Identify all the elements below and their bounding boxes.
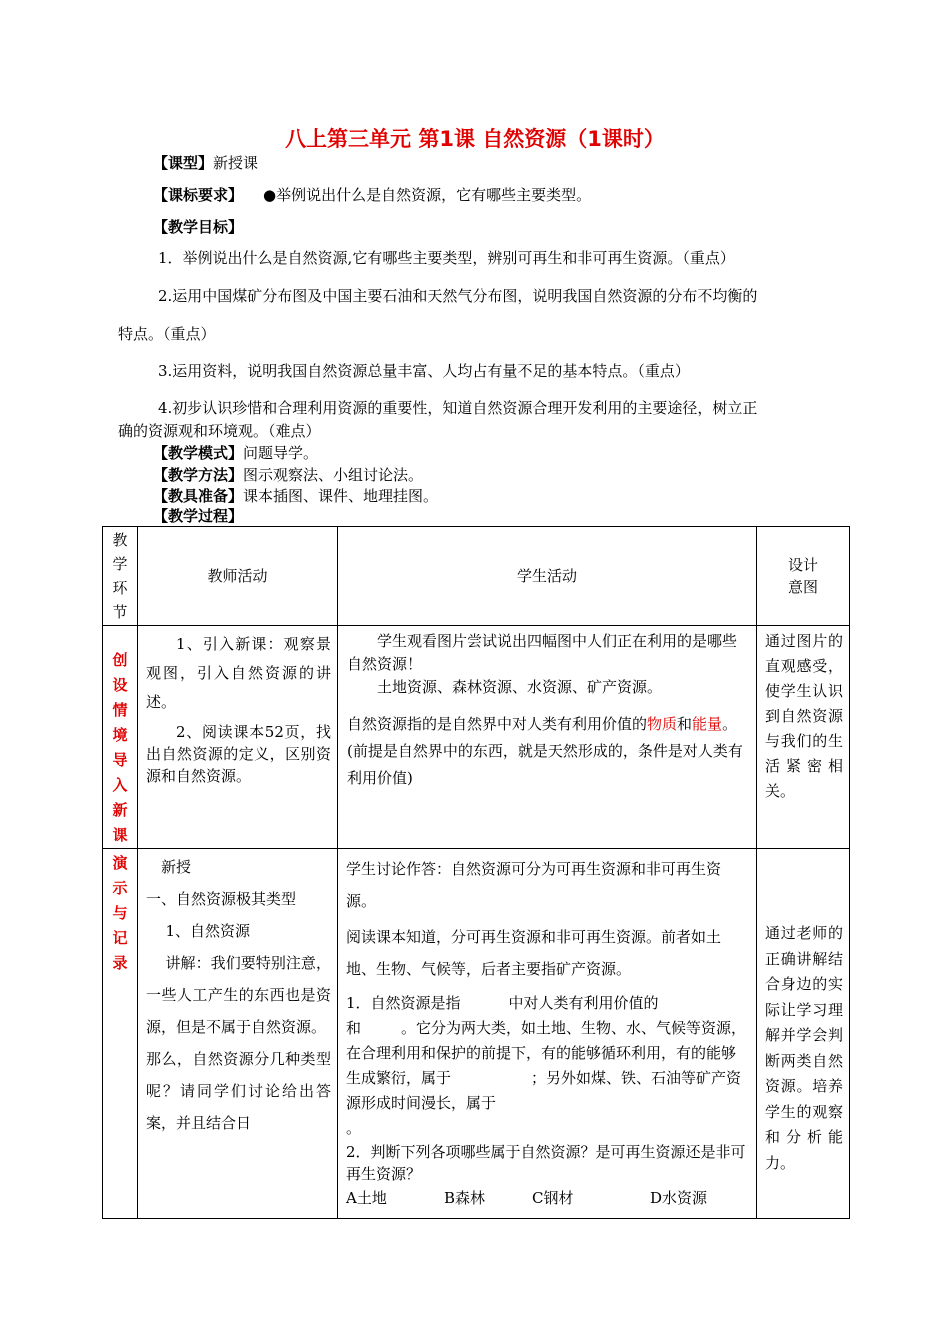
teaching-tools-text: 课本插图、课件、地理挂图。 xyxy=(243,487,439,505)
page-title: 八上第三单元 第1课 自然资源（1课时） xyxy=(285,127,665,151)
teacher-explanation: 讲解：我们要特别注意，一些人工产生的东西也是资源，但是不属于自然资源。 xyxy=(146,954,331,1036)
student-intro-1: 学生观看图片尝试说出四幅图中人们正在利用的是哪些自然资源！ xyxy=(347,632,738,673)
student-intro-definition: 自然资源指的是自然界中对人类有利用价值的物质和能量。(前提是自然界中的东西，就是天然形成的，条件是对人类有利用价值) xyxy=(347,715,743,787)
option-a: A土地 xyxy=(346,1189,387,1207)
student-activity-demo xyxy=(338,849,757,1219)
objective-3: 3.运用资料，说明我国自然资源总量丰富、人均占有量不足的基本特点。（重点） xyxy=(158,362,690,380)
exercise-2-options xyxy=(346,1185,750,1211)
teaching-mode xyxy=(153,442,318,463)
lesson-type-label: 【课型】 xyxy=(153,154,214,172)
design-intent-intro: 通过图片的直观感受，使学生认识到自然资源与我们的生活紧密相关。 xyxy=(757,626,850,849)
exercise-1: 1．自然资源是指 中对人类有利用价值的 和 。它分为两大类，如土地、生物、水、气候等资源，在合理利用和保护的前提下，有的能够循环利用，有的能够生成繁衍，属于 ；另外如煤、铁、石油等矿产资源形成时间漫长，属于 。 xyxy=(346,994,747,1137)
curriculum-text: ●举例说出什么是自然资源，它有哪些主要类型。 xyxy=(263,186,592,204)
teaching-mode-text: 问题导学。 xyxy=(243,444,319,462)
teacher-activity-demo xyxy=(138,849,338,1219)
teaching-tools-label: 【教具准备】 xyxy=(153,487,244,505)
table-row xyxy=(103,849,850,1219)
table-header-row xyxy=(103,527,850,626)
student-discussion: 学生讨论作答：自然资源可分为可再生资源和非可再生资源。 xyxy=(346,860,722,910)
teacher-question: 那么，自然资源分几种类型呢？请同学们讨论给出答案，并且结合日 xyxy=(146,1050,331,1132)
objective-4: 4.初步认识珍惜和合理利用资源的重要性，知道自然资源合理开发利用的主要途径，树立正 xyxy=(158,399,758,417)
teaching-mode-label: 【教学模式】 xyxy=(153,444,244,462)
teaching-method xyxy=(153,464,423,485)
curriculum-label: 【课标要求】 xyxy=(153,186,244,204)
exercise-2: 2．判断下列各项哪些属于自然资源？是可再生资源还是非可再生资源？ xyxy=(346,1143,746,1183)
teacher-intro-2: 2、阅读课本52页，找出自然资源的定义，区别资源和自然资源。 xyxy=(146,723,331,785)
teaching-process-heading: 【教学过程】 xyxy=(153,507,244,525)
table-row xyxy=(103,626,850,849)
keyword-energy: 能量 xyxy=(692,715,723,733)
header-design: 设计 意图 xyxy=(757,527,850,626)
teaching-method-text: 图示观察法、小组讨论法。 xyxy=(243,466,424,484)
header-teacher: 教师活动 xyxy=(138,527,338,626)
teaching-method-label: 【教学方法】 xyxy=(153,466,244,484)
objective-1: 1．举例说出什么是自然资源,它有哪些主要类型，辨别可再生和非可再生资源。（重点） xyxy=(158,249,735,267)
student-intro-2: 土地资源、森林资源、水资源、矿产资源。 xyxy=(377,678,663,696)
curriculum-requirement xyxy=(153,184,591,205)
objective-2: 2.运用中国煤矿分布图及中国主要石油和天然气分布图，说明我国自然资源的分布不均衡的 xyxy=(158,287,758,305)
student-activity-intro xyxy=(338,626,757,849)
objective-4-cont: 确的资源观和环境观。（难点） xyxy=(118,422,321,440)
teacher-intro-1: 1、引入新课：观察景观图，引入自然资源的讲述。 xyxy=(146,635,331,711)
lesson-type xyxy=(153,152,258,173)
objective-2-cont: 特点。（重点） xyxy=(118,325,216,343)
keyword-matter: 物质 xyxy=(647,715,678,733)
teacher-new-lesson: 新授 xyxy=(161,858,192,876)
stage-demo: 演 示 与 记 录 xyxy=(103,849,138,1219)
teacher-activity-intro xyxy=(138,626,338,849)
teaching-tools xyxy=(153,485,438,506)
option-d: D水资源 xyxy=(650,1189,708,1207)
design-intent-demo: 通过老师的正确讲解结合身边的实际让学习理解并学会判断两类自然资源。培养学生的观察和分析能力。 xyxy=(757,849,850,1219)
option-b: B森林 xyxy=(444,1189,486,1207)
header-stage: 教 学 环 节 xyxy=(103,527,138,626)
teacher-section-1: 一、自然资源极其类型 xyxy=(146,890,297,908)
student-reading: 阅读课本知道，分可再生资源和非可再生资源。前者如土地、生物、气候等，后者主要指矿产资源。 xyxy=(346,928,722,978)
header-student: 学生活动 xyxy=(338,527,757,626)
stage-intro: 创 设 情 境 导 入 新 课 xyxy=(103,626,138,849)
option-c: C钢材 xyxy=(532,1189,574,1207)
teacher-subsection-1: 1、自然资源 xyxy=(165,922,251,940)
teaching-process-table xyxy=(102,526,850,1219)
objectives-heading: 【教学目标】 xyxy=(153,218,244,236)
lesson-type-text: 新授课 xyxy=(213,154,259,172)
